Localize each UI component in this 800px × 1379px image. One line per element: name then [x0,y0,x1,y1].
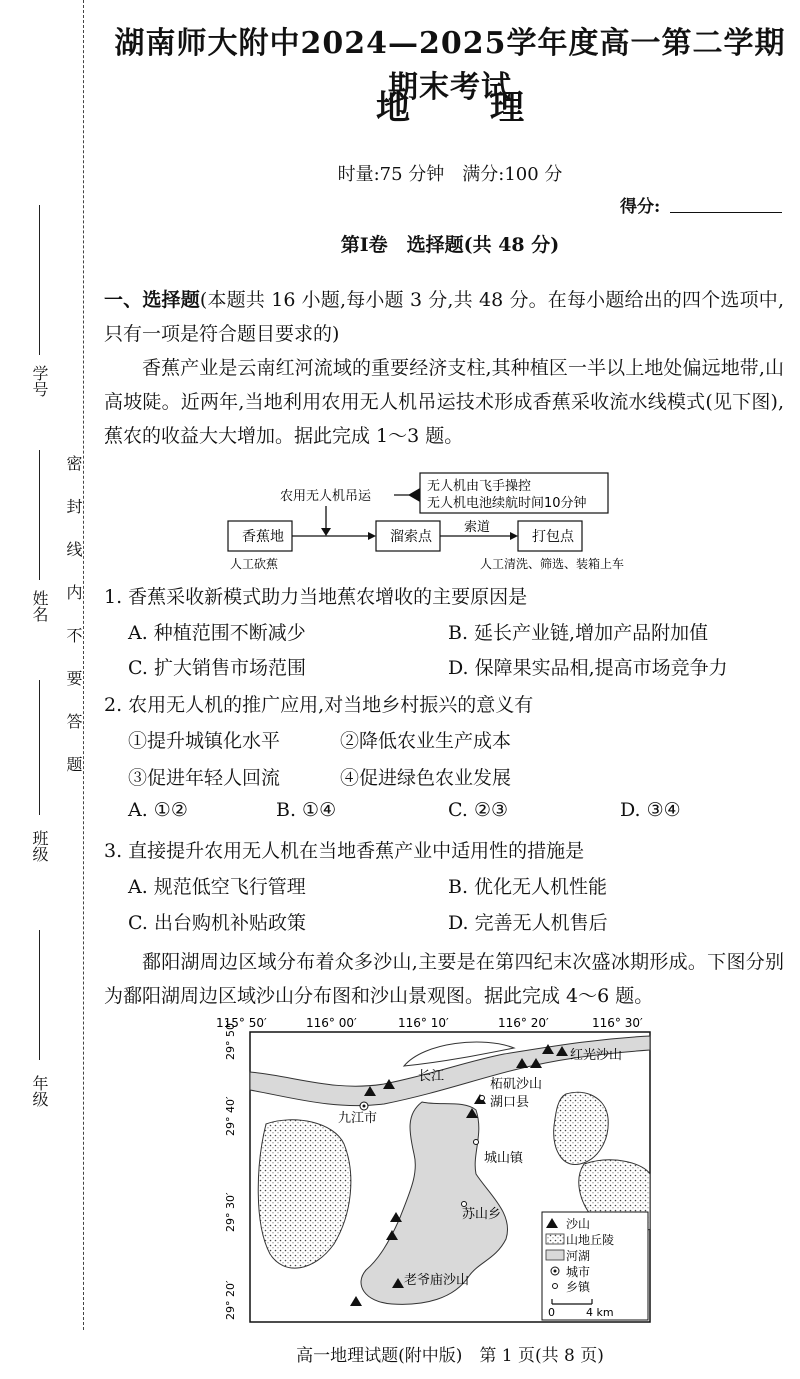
legend-city-label: 城市 [566,1265,591,1279]
diagram-note-1: 无人机由飞手操控 [427,479,532,494]
q2-option-a[interactable]: A. ①② [128,799,188,821]
diagram-drone-label: 农用无人机吊运 [280,489,372,504]
diagram-sub-3: 人工清洗、筛选、装箱上车 [480,557,625,571]
subject-title: 地 理 [376,88,524,128]
town-marker-sushan [462,1202,467,1207]
place-changjiang: 长江 [418,1069,445,1084]
place-chengshan: 城山镇 [484,1151,524,1166]
q3-option-b[interactable]: B. 优化无人机性能 [448,876,608,898]
question-1-stem: 1. 香蕉采收新模式助力当地蕉农增收的主要原因是 [104,586,528,608]
scale-distance: 4 km [586,1306,614,1319]
diagram-box-cable-label: 溜索点 [390,529,432,545]
name-line [39,450,40,580]
place-jiujiang: 九江市 [338,1111,378,1126]
exam-title: 湖南师大附中2024—2025学年度高一第二学期期末考试 [114,26,786,105]
lat-label-1: 29° 50′ [224,1020,237,1060]
grade-label: 年级 [30,1075,49,1107]
city-marker-jiujiang-dot [363,1105,366,1108]
lon-label-2: 116° 00′ [306,1016,357,1030]
legend-city-icon-dot [554,1270,557,1273]
score-label: 得分: [620,197,661,217]
place-hukou: 湖口县 [490,1095,530,1110]
question-2-stem: 2. 农用无人机的推广应用,对当地乡村振兴的意义有 [104,694,534,716]
q3-option-c[interactable]: C. 出台购机补贴政策 [128,912,306,934]
volume-heading: 第Ⅰ卷 选择题(共 48 分) [340,234,560,256]
legend-hill-label: 山地丘陵 [566,1233,615,1247]
q2-item-1: ①提升城镇化水平 [128,730,281,752]
lon-label-4: 116° 20′ [498,1016,549,1030]
place-zhuji: 柘矶沙山 [490,1077,543,1092]
q1-option-d[interactable]: D. 保障果实品相,提高市场竞争力 [448,657,728,679]
diagram-drone-arrowhead [321,528,331,536]
lon-label-5: 116° 30′ [592,1016,643,1030]
lon-label-3: 116° 10′ [398,1016,449,1030]
name-label: 姓名 [30,590,49,622]
q2-item-3: ③促进年轻人回流 [128,767,281,789]
diagram-box-packing-label: 打包点 [532,529,574,545]
diagram-cable-label: 索道 [464,520,491,535]
score-blank[interactable] [670,212,782,213]
q3-option-a[interactable]: A. 规范低空飞行管理 [128,876,306,898]
legend-hill-icon [546,1234,564,1244]
q2-option-b[interactable]: B. ①④ [276,799,337,821]
place-sushan: 苏山乡 [462,1207,502,1222]
class-label: 班级 [30,830,49,862]
student-id-label: 学号 [30,365,49,397]
question-3-stem: 3. 直接提升农用无人机在当地香蕉产业中适用性的措施是 [104,840,585,862]
diagram-sub-1: 人工砍蕉 [230,557,279,571]
town-marker-chengshan [474,1140,479,1145]
legend-water-label: 河湖 [566,1249,591,1263]
poyang-sand-dune-map [214,1014,664,1332]
passage-2: 鄱阳湖周边区域分布着众多沙山,主要是在第四纪末次盛冰期形成。下图分别为鄱阳湖周边区域沙山分布图和沙山景观图。据此完成 4～6 题。 [104,951,784,1007]
q1-option-c[interactable]: C. 扩大销售市场范围 [128,657,306,679]
class-line [39,680,40,815]
exam-meta: 时量:75 分钟 满分:100 分 [337,164,563,185]
banana-flow-diagram [200,468,690,576]
q2-option-c[interactable]: C. ②③ [448,799,509,821]
diagram-note-2: 无人机电池续航时间10分钟 [427,496,587,511]
lat-label-2: 29° 40′ [224,1096,237,1136]
scale-zero: 0 [548,1306,555,1319]
diagram-arrowhead-2 [510,532,518,540]
student-id-line [39,205,40,355]
seal-warning: 密封线内不要答题 [64,455,83,799]
diagram-box-farm-label: 香蕉地 [242,529,284,545]
town-marker-hukou [480,1096,485,1101]
q2-option-d[interactable]: D. ③④ [620,799,681,821]
section-instruction: 一、选择题(本题共 16 小题,每小题 3 分,共 48 分。在每小题给出的四个选项中,只有一项是符合题目要求的) [104,289,784,345]
place-laoyemiao: 老爷庙沙山 [404,1273,470,1288]
legend-town-icon [553,1284,558,1289]
diagram-arrowhead-1 [368,532,376,540]
q3-option-d[interactable]: D. 完善无人机售后 [448,912,608,934]
q2-item-2: ②降低农业生产成本 [340,730,512,752]
legend-sand-label: 沙山 [566,1217,591,1231]
lon-label-1: 115° 50′ [216,1016,267,1030]
lat-label-4: 29° 20′ [224,1280,237,1320]
legend-water-icon [546,1250,564,1260]
legend-town-label: 乡镇 [566,1280,591,1294]
page-footer: 高一地理试题(附中版) 第 1 页(共 8 页) [296,1346,604,1366]
q1-option-a[interactable]: A. 种植范围不断减少 [128,622,306,644]
q2-item-4: ④促进绿色农业发展 [340,767,512,789]
q1-option-b[interactable]: B. 延长产业链,增加产品附加值 [448,622,709,644]
grade-line [39,930,40,1060]
lat-label-3: 29° 30′ [224,1192,237,1232]
place-hongguang: 红光沙山 [570,1048,623,1063]
passage-1: 香蕉产业是云南红河流域的重要经济支柱,其种植区一半以上地处偏远地带,山高坡陡。近两年,当地利用农用无人机吊运技术形成香蕉采收流水线模式(见下图),蕉农的收益大大增加。据此完成 1～3 题。 [104,357,784,447]
